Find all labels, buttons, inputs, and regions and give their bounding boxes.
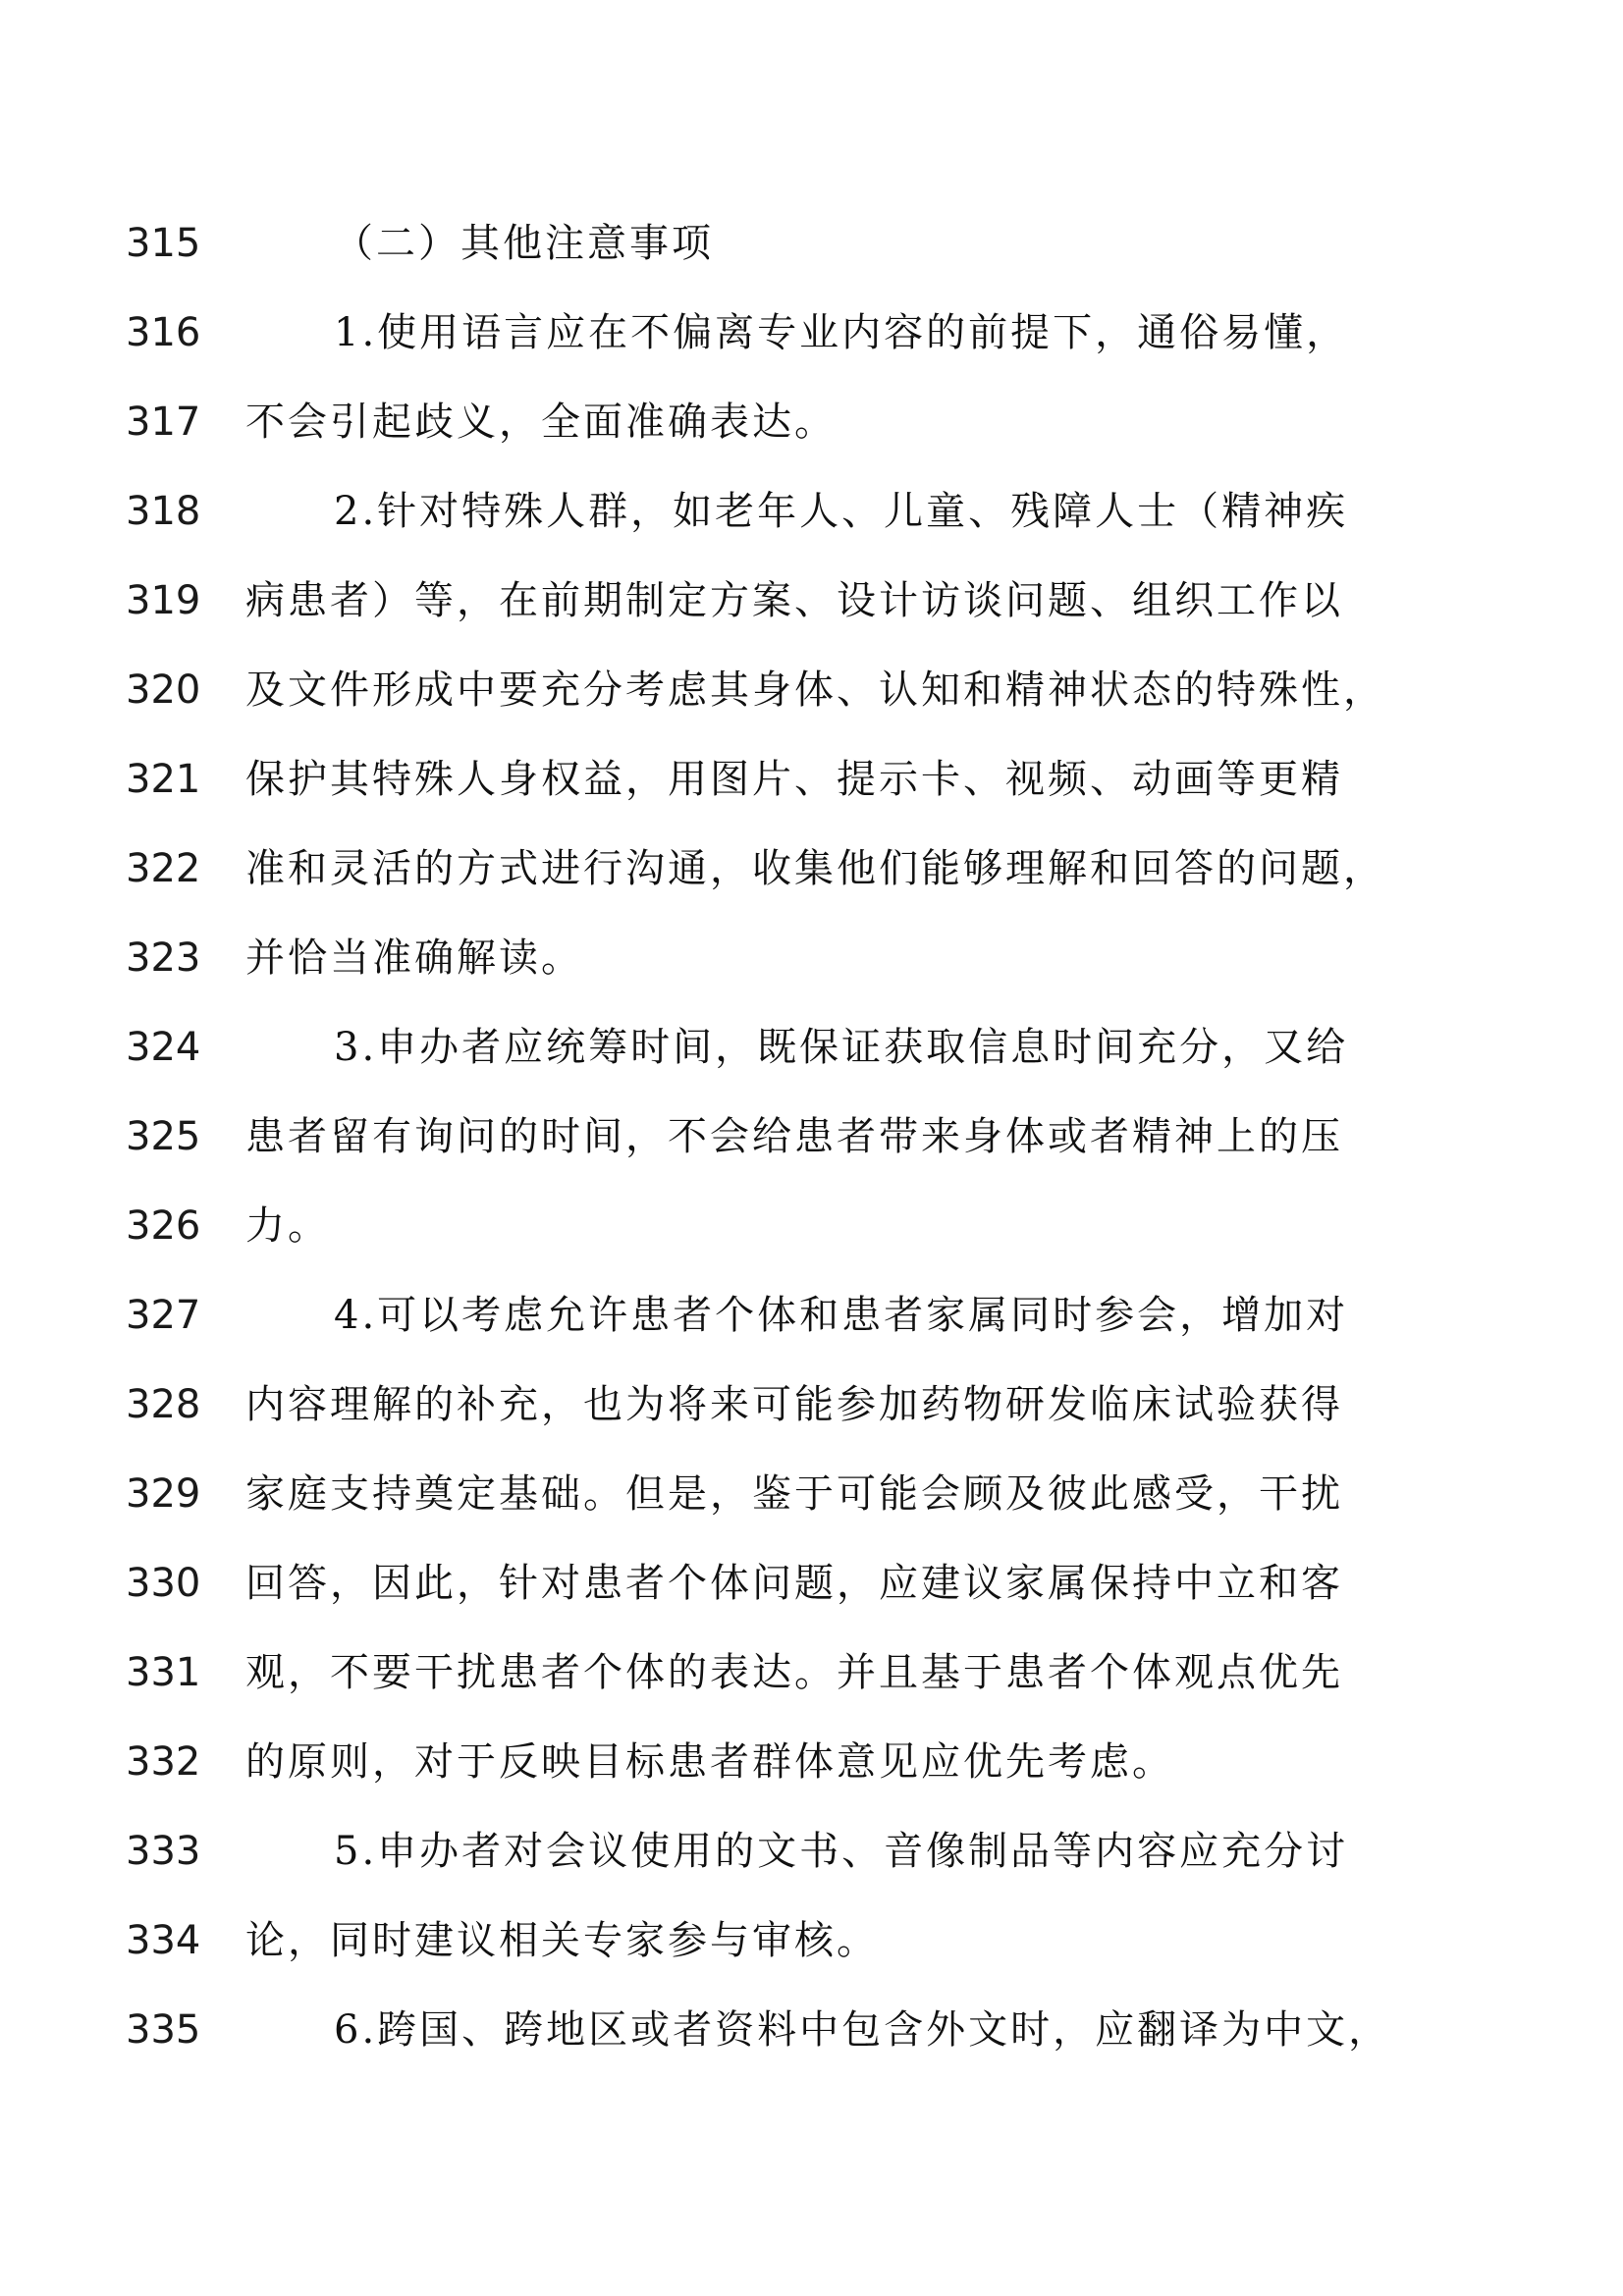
text-line (0, 288, 1623, 378)
line-number: 326 (126, 1203, 201, 1249)
paragraph-line: 观，不要干扰患者个体的表达。并且基于患者个体观点优先 (245, 1650, 1343, 1695)
paragraph-line: 6.跨国、跨地区或者资料中包含外文时，应翻译为中文， (334, 2007, 1391, 2053)
text-line (0, 1449, 1623, 1539)
text-line (0, 1806, 1623, 1896)
paragraph-line: 内容理解的补充，也为将来可能参加药物研发临床试验获得 (245, 1382, 1343, 1427)
text-line (0, 824, 1623, 914)
paragraph-line: 病患者）等，在前期制定方案、设计访谈问题、组织工作以 (245, 578, 1343, 623)
text-line (0, 645, 1623, 735)
line-number: 324 (126, 1025, 201, 1070)
paragraph-line: 并恰当准确解读。 (245, 935, 583, 981)
line-number: 335 (126, 2007, 201, 2053)
paragraph-line: 不会引起歧义，全面准确表达。 (245, 400, 837, 445)
line-number: 329 (126, 1471, 201, 1517)
text-line (0, 1002, 1623, 1093)
paragraph-line: 5.申办者对会议使用的文书、音像制品等内容应充分讨 (334, 1829, 1349, 1874)
line-number: 333 (126, 1829, 201, 1874)
section-heading: （二）其他注意事项 (334, 221, 714, 266)
text-line (0, 1360, 1623, 1450)
text-line (0, 1717, 1623, 1807)
text-line (0, 913, 1623, 1003)
paragraph-line: 回答，因此，针对患者个体问题，应建议家属保持中立和客 (245, 1561, 1343, 1606)
text-line (0, 1896, 1623, 1986)
text-line (0, 1181, 1623, 1271)
paragraph-line: 3.申办者应统筹时间，既保证获取信息时间充分，又给 (334, 1025, 1349, 1070)
line-number: 320 (126, 667, 201, 713)
text-line (0, 556, 1623, 646)
paragraph-line: 论，同时建议相关专家参与审核。 (245, 1918, 879, 1963)
paragraph-line: 保护其特殊人身权益，用图片、提示卡、视频、动画等更精 (245, 757, 1343, 802)
text-line (0, 1538, 1623, 1629)
line-number: 332 (126, 1739, 201, 1785)
paragraph-line: 4.可以考虑允许患者个体和患者家属同时参会，增加对 (334, 1293, 1349, 1338)
line-number: 317 (126, 400, 201, 445)
line-number: 316 (126, 310, 201, 355)
paragraph-line: 的原则，对于反映目标患者群体意见应优先考虑。 (245, 1739, 1174, 1785)
line-number: 330 (126, 1561, 201, 1606)
text-line (0, 1092, 1623, 1182)
paragraph-line: 患者留有询问的时间，不会给患者带来身体或者精神上的压 (245, 1114, 1343, 1159)
line-number: 328 (126, 1382, 201, 1427)
line-number: 323 (126, 935, 201, 981)
paragraph-line: 及文件形成中要充分考虑其身体、认知和精神状态的特殊性， (245, 667, 1385, 713)
text-line (0, 1270, 1623, 1361)
line-number: 321 (126, 757, 201, 802)
line-number: 325 (126, 1114, 201, 1159)
paragraph-line: 1.使用语言应在不偏离专业内容的前提下，通俗易懂， (334, 310, 1349, 355)
text-line (0, 1985, 1623, 2075)
paragraph-line: 力。 (245, 1203, 330, 1249)
line-number: 327 (126, 1293, 201, 1338)
line-number: 322 (126, 846, 201, 891)
text-line (0, 377, 1623, 467)
line-number: 315 (126, 221, 201, 266)
paragraph-line: 准和灵活的方式进行沟通，收集他们能够理解和回答的问题， (245, 846, 1385, 891)
line-number: 334 (126, 1918, 201, 1963)
paragraph-line: 2.针对特殊人群，如老年人、儿童、残障人士（精神疾 (334, 489, 1349, 534)
line-number: 318 (126, 489, 201, 534)
line-number: 331 (126, 1650, 201, 1695)
paragraph-line: 家庭支持奠定基础。但是，鉴于可能会顾及彼此感受，干扰 (245, 1471, 1343, 1517)
text-line (0, 1628, 1623, 1718)
text-line (0, 734, 1623, 825)
text-line (0, 198, 1623, 289)
line-number: 319 (126, 578, 201, 623)
text-line (0, 466, 1623, 557)
